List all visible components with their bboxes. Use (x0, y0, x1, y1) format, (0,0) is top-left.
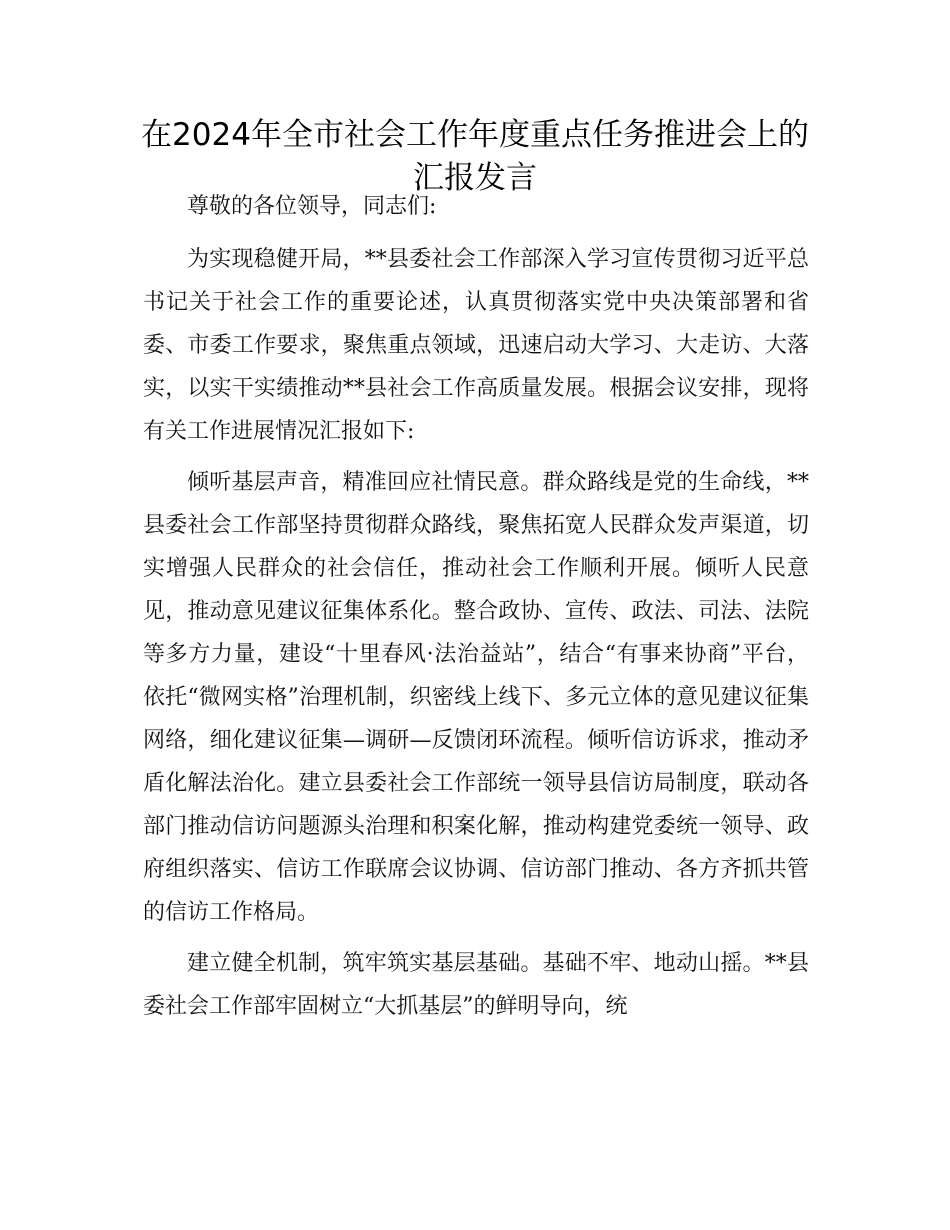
document-title: 在2024年全市社会工作年度重点任务推进会上的汇报发言 (141, 117, 809, 196)
paragraph-intro: 为实现稳健开局，**县委社会工作部深入学习宣传贯彻习近平总书记关于社会工作的重要论述，认真贯彻落实党中央决策部署和省委、市委工作要求，聚焦重点领域，迅速启动大学习、大走访、大落实，以实干实绩推动**县社会工作高质量发展。根据会议安排，现将有关工作进展情况汇报如下: (143, 247, 809, 444)
paragraph-listen-grassroots: 倾听基层声音，精准回应社情民意。群众路线是党的生命线，**县委社会工作部坚持贯彻群众路线，聚焦拓宽人民群众发声渠道，切实增强人民群众的社会信任，推动社会工作顺利开展。倾听人民意见，推动意见建议征集体系化。整合政协、宣传、政法、司法、法院等多方力量，建设“十里春风·法治益站”，结合“有事来协商”平台，依托“微网实格”治理机制，织密线上线下、多元立体的意见建议征集网络，细化建议征集—调研—反馈闭环流程。倾听信访诉求，推动矛盾化解法治化。建立县委社会工作部统一领导县信访局制度，联动各部门推动信访问题源头治理和积案化解，推动构建党委统一领导、政府组织落实、信访工作联席会议协调、信访部门推动、各方齐抓共管的信访工作格局。 (143, 470, 809, 925)
paragraph-mechanism: 建立健全机制，筑牢筑实基层基础。基础不牢、地动山摇。**县委社会工作部牢固树立“大抓基层”的鲜明导向，统 (143, 951, 809, 1019)
salutation: 尊敬的各位领导，同志们: (187, 194, 437, 219)
document-body (143, 185, 809, 1028)
